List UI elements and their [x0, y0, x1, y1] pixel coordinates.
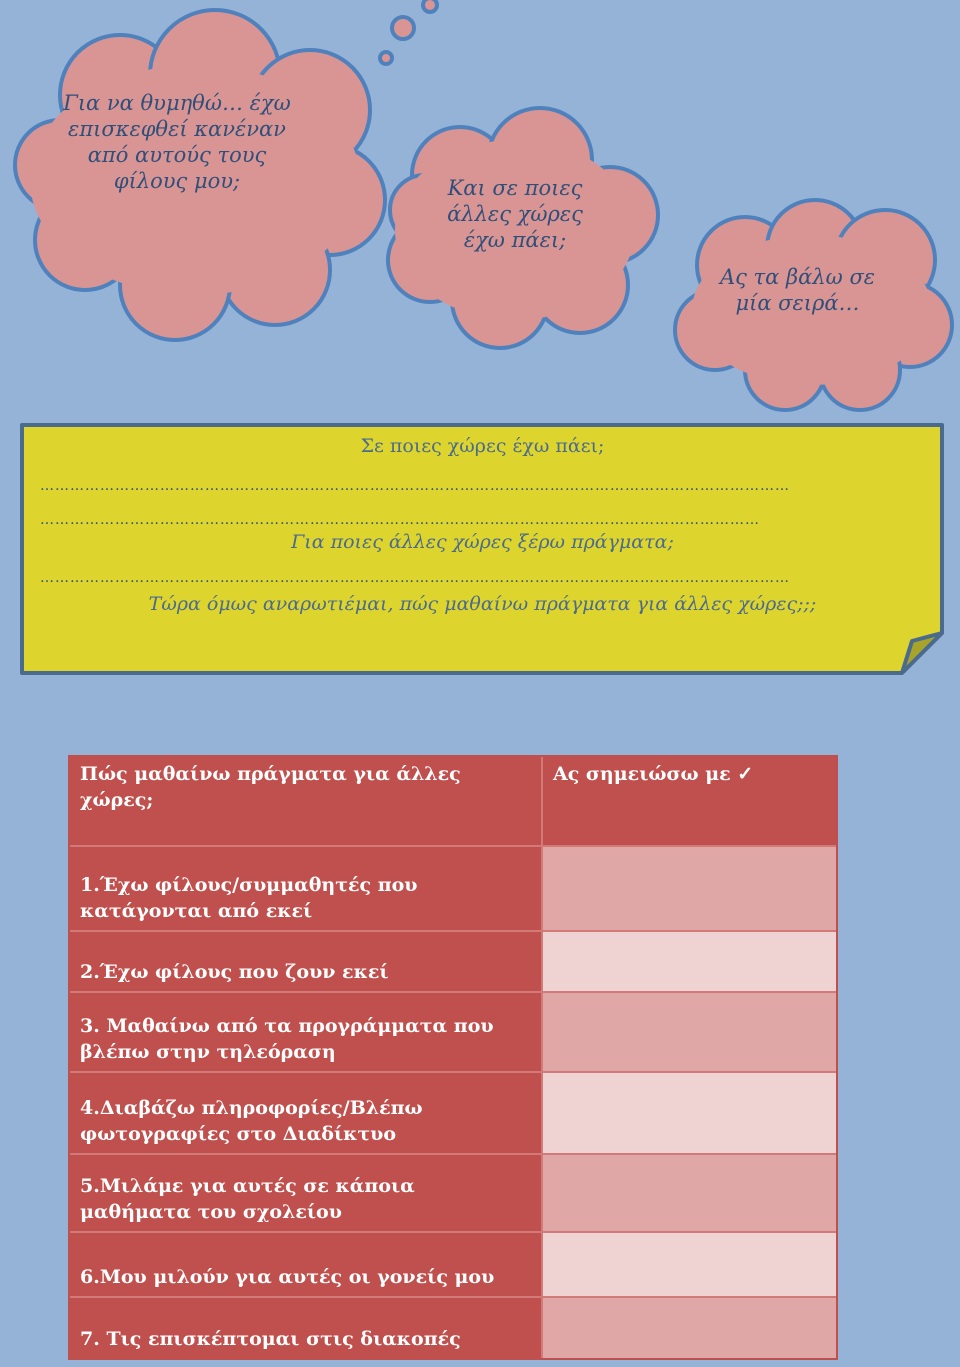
cloud-3-line-1: Ας τα βάλω σε: [719, 265, 876, 289]
table-row: [70, 1153, 836, 1231]
checkbox-cell[interactable]: [543, 932, 836, 991]
table-row: [70, 930, 836, 991]
table-row-label: 2.Έχω φίλους που ζουν εκεί: [70, 932, 543, 991]
table-row-label: 3. Μαθαίνω από τα προγράμματα που βλέπω στην τηλεόραση: [70, 993, 543, 1071]
checkbox-cell[interactable]: [543, 1155, 836, 1231]
checkbox-cell[interactable]: [543, 1073, 836, 1153]
table-row: [70, 1231, 836, 1296]
cloud-2-text: [415, 175, 615, 253]
note-question-3: Τώρα όμως αναρωτιέμαι, πώς μαθαίνω πράγματα για άλλες χώρες;;;: [148, 593, 817, 615]
note-question-2: Για ποιες άλλες χώρες ξέρω πράγματα;: [291, 531, 674, 553]
cloud-3-line-2: μία σειρά…: [735, 291, 860, 315]
checkbox-cell[interactable]: [543, 1233, 836, 1296]
cloud-2-line-2: άλλες χώρες: [447, 202, 583, 226]
table-row-label: 5.Μιλάμε για αυτές σε κάποια μαθήματα του σχολείου: [70, 1155, 543, 1231]
note-dotted-line-2: ………………………………………………………………………………………………………………………………: [40, 512, 760, 528]
checkbox-cell[interactable]: [543, 1298, 836, 1358]
table-row-label: 1.Έχω φίλους/συμμαθητές που κατάγονται από εκεί: [70, 847, 543, 930]
checkbox-cell[interactable]: [543, 993, 836, 1071]
table-header-row: [70, 757, 836, 845]
note-dotted-line-1: ……………………………………………………………………………………………………………………………………: [40, 478, 790, 494]
cloud-1-line-2: επισκεφθεί κανέναν: [68, 117, 286, 141]
table-row: [70, 991, 836, 1071]
table-header-right: Ας σημειώσω με ✓: [543, 757, 836, 845]
cloud-3-text: [700, 264, 895, 316]
table-row-label: 4.Διαβάζω πληροφορίες/Βλέπω φωτογραφίες στο Διαδίκτυο: [70, 1073, 543, 1153]
table-row: [70, 1071, 836, 1153]
cloud-2-line-1: Και σε ποιες: [447, 176, 583, 200]
table-row: [70, 1296, 836, 1358]
cloud-1-line-4: φίλους μου;: [113, 169, 241, 193]
cloud-1-text: [62, 90, 292, 194]
cloud-1-line-3: από αυτούς τους: [87, 143, 267, 167]
note-question-1: Σε ποιες χώρες έχω πάει;: [360, 435, 605, 457]
table-row-label: 7. Τις επισκέπτομαι στις διακοπές: [70, 1298, 543, 1358]
cloud-1-line-1: Για να θυμηθώ… έχω: [63, 91, 291, 115]
table-row-label: 6.Μου μιλούν για αυτές οι γονείς μου: [70, 1233, 543, 1296]
cloud-2-line-3: έχω πάει;: [463, 228, 567, 252]
checkbox-cell[interactable]: [543, 847, 836, 930]
table-row: [70, 845, 836, 930]
note-dotted-line-3: ……………………………………………………………………………………………………………………………………: [40, 570, 790, 586]
learning-table: [68, 755, 838, 1360]
table-header-left: Πώς μαθαίνω πράγματα για άλλες χώρες;: [70, 757, 543, 845]
